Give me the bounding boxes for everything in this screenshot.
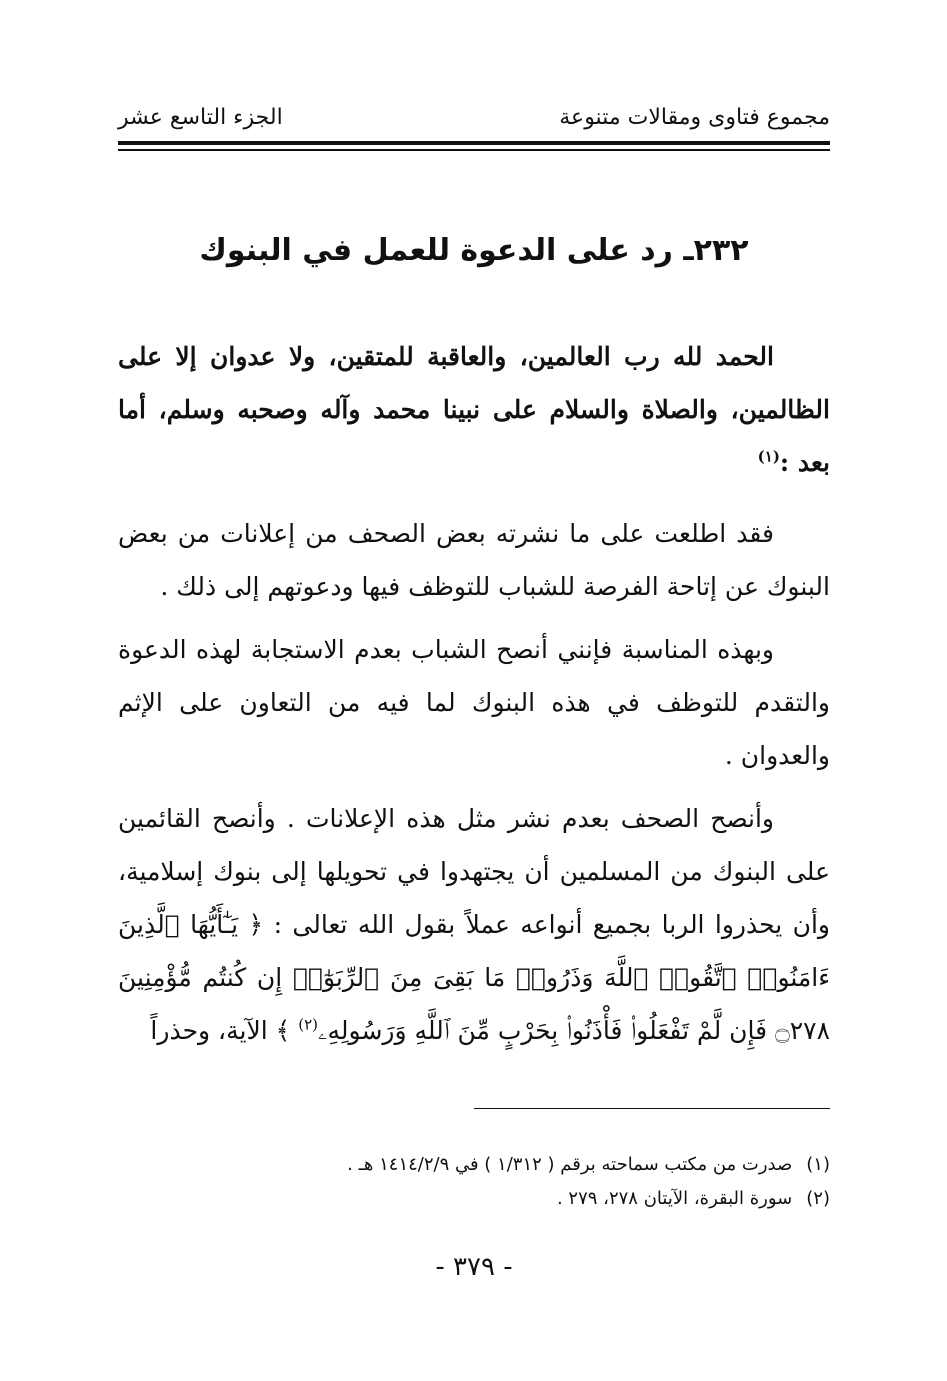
opening-text: الحمد لله رب العالمين، والعاقبة للمتقين، ولا عدوان إلا على الظالمين، والصلاة والسلام على نبينا محمد وآله وصحبه وسلم، أما بعد : bbox=[118, 342, 830, 477]
footnote-text: سورة البقرة، الآيتان ٢٧٨، ٢٧٩ . bbox=[556, 1188, 793, 1209]
book-title: مجموع فتاوى ومقالات متنوعة bbox=[559, 105, 830, 130]
footnote-1 bbox=[118, 1148, 830, 1182]
footnote-text: صدرت من مكتب سماحته برقم ( ١/٣١٢ ) في ١٤١٤/٢/٩ هـ . bbox=[347, 1154, 793, 1175]
article-body bbox=[118, 330, 830, 1067]
opening-paragraph bbox=[118, 330, 830, 489]
footnotes bbox=[118, 1148, 830, 1216]
footnote-number: (٢) bbox=[806, 1188, 830, 1209]
header-rule-thick bbox=[118, 141, 830, 145]
footnote-separator bbox=[474, 1108, 830, 1109]
paragraph-3-tail: الآية، وحذراً bbox=[150, 1016, 268, 1045]
page-number: - ٣٧٩ - bbox=[435, 1252, 513, 1282]
footnote-2 bbox=[118, 1182, 830, 1216]
quran-open-brace: ﴿ bbox=[248, 910, 264, 939]
header-rule-thin bbox=[118, 149, 830, 151]
volume-label: الجزء التاسع عشر bbox=[118, 105, 283, 130]
article-title: ٢٣٢ـ رد على الدعوة للعمل في البنوك bbox=[199, 233, 749, 268]
footnote-ref-1: (١) bbox=[757, 447, 780, 466]
paragraph-1: فقد اطلعت على ما نشرته بعض الصحف من إعلانات من بعض البنوك عن إتاحة الفرصة للشباب للتوظف فيها ودعوتهم إلى ذلك . bbox=[118, 519, 830, 601]
paragraph-3-text: وأنصح الصحف بعدم نشر مثل هذه الإعلانات . وأنصح القائمين على البنوك من المسلمين أن يجتهدوا في تحويلها إلى بنوك إسلامية، وأن يحذروا الربا بجميع أنواعه عملاً بقول الله تعالى : bbox=[118, 804, 830, 939]
footnote-ref-2: (٢) bbox=[298, 1015, 319, 1034]
paragraph-2: وبهذه المناسبة فإنني أنصح الشباب بعدم الاستجابة لهذه الدعوة والتقدم للتوظف في هذه البنوك لما فيه من التعاون على الإثم والعدوان . bbox=[118, 635, 830, 770]
quran-verse: يَـٰٓأَيُّهَا ٱلَّذِينَ ءَامَنُوا۟ ٱتَّقُوا۟ ٱللَّهَ وَذَرُوا۟ مَا بَقِىَ مِنَ ٱلرِّبَوٰٓا۟ إِن كُنتُم مُّؤْمِنِينَ ۝٢٧٨ فَإِن لَّمْ تَفْعَلُوا۟ فَأْذَنُوا۟ بِحَرْبٍ مِّنَ ٱللَّهِ وَرَسُولِهِۦ bbox=[118, 910, 830, 1045]
footnote-number: (١) bbox=[806, 1154, 830, 1175]
paragraph-3 bbox=[118, 792, 830, 1057]
quran-close-brace: ﴾ bbox=[275, 1016, 291, 1045]
running-header bbox=[118, 100, 830, 140]
